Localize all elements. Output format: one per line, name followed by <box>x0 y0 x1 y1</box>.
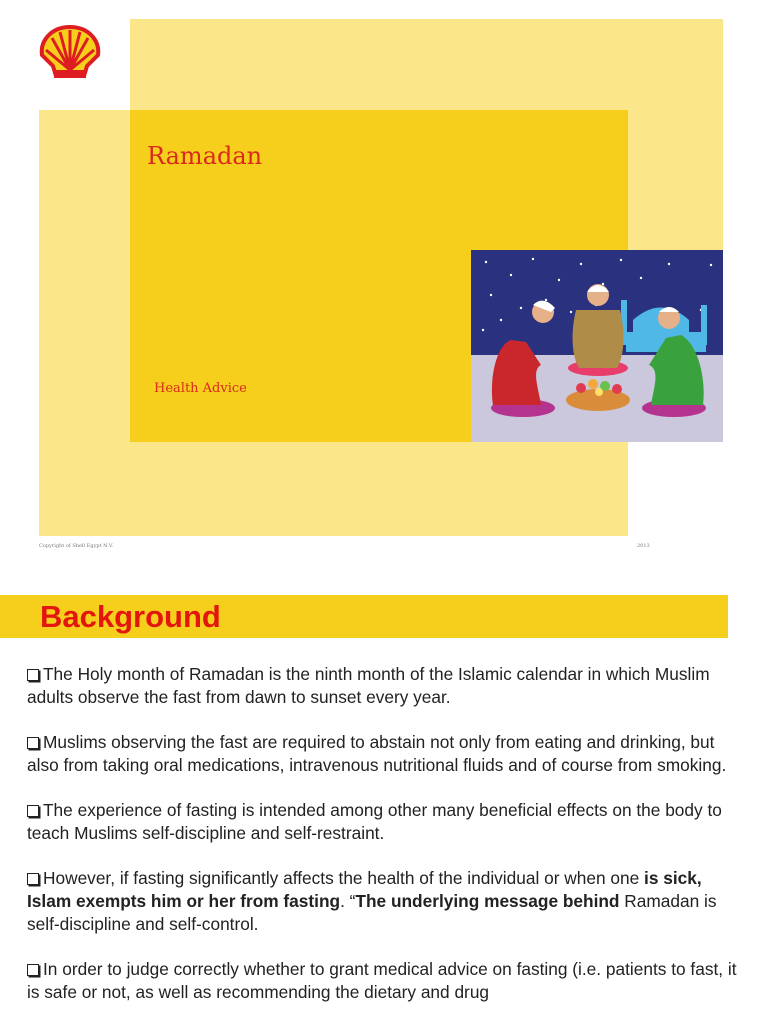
checkbox-bullet-icon <box>27 669 39 681</box>
paragraph-4: However, if fasting significantly affects the health of the individual or when one is sick, Islam exempts him or her from fasting. “The underlying message behind Ramadan is self-discipline and self-control. <box>27 868 717 934</box>
background-content <box>27 663 742 1026</box>
checkbox-bullet-icon <box>27 964 39 976</box>
paragraph-2: Muslims observing the fast are required to abstain not only from eating and drinking, but also from taking oral medications, intravenous nutritional fluids and of course from smoking. <box>27 732 727 775</box>
slide-title: Ramadan <box>147 142 263 170</box>
slide-year: 2013 <box>637 543 650 549</box>
checkbox-bullet-icon <box>27 873 39 885</box>
paragraph-3: The experience of fasting is intended among other many beneficial effects on the body to teach Muslims self-discipline and self-restraint. <box>27 800 722 843</box>
section-title: Background <box>40 599 221 634</box>
slide-subtitle: Health Advice <box>154 381 247 396</box>
checkbox-bullet-icon <box>27 737 39 749</box>
copyright-text: Copyright of Shell Egypt N.V. <box>39 543 114 549</box>
shell-logo-icon <box>38 24 102 82</box>
paragraph-5: In order to judge correctly whether to grant medical advice on fasting (i.e. patients to fast, it is safe or not, as well as recommending the dietary and drug <box>27 959 737 1002</box>
checkbox-bullet-icon <box>27 805 39 817</box>
paragraph-1: The Holy month of Ramadan is the ninth month of the Islamic calendar in which Muslim adults observe the fast from dawn to sunset every year. <box>27 664 710 707</box>
ramadan-prayer-illustration <box>471 250 723 442</box>
